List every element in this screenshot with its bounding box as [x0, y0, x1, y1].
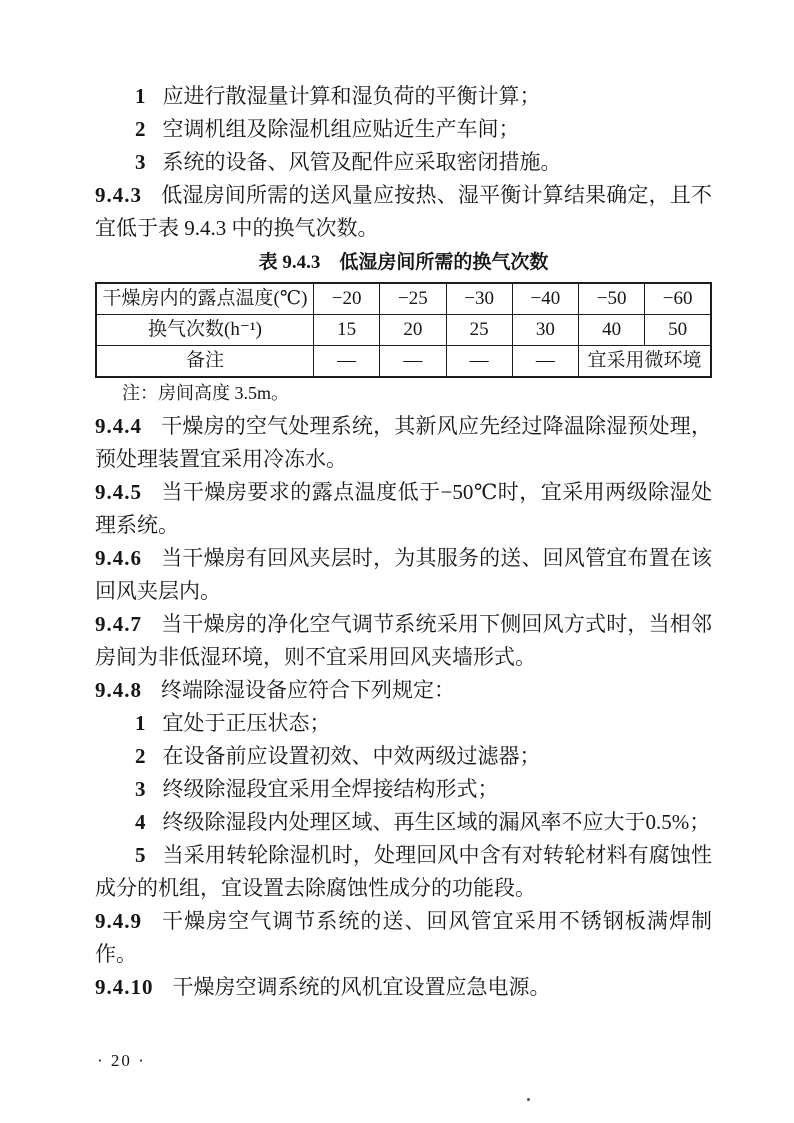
table-cell: −30	[446, 283, 512, 315]
list-item	[95, 839, 712, 905]
item-number: 2	[135, 117, 146, 141]
item-text: 终级除湿段宜采用全焊接结构形式；	[162, 777, 499, 801]
clause-number: 9.4.6	[95, 546, 142, 570]
row-label-ach: 换气次数(h⁻¹)	[96, 315, 314, 346]
item-number: 4	[135, 810, 146, 834]
table-9-4-3	[95, 282, 712, 378]
table-cell: —	[314, 346, 380, 378]
list-item	[95, 806, 712, 839]
item-number: 3	[135, 777, 146, 801]
item-number: 2	[135, 744, 146, 768]
item-text: 空调机组及除湿机组应贴近生产车间；	[162, 117, 520, 141]
clause-text: 当干燥房的净化空气调节系统采用下侧回风方式时，当相邻房间为非低湿环境，则不宜采用回风夹墙形式。	[95, 612, 712, 669]
list-item	[95, 707, 712, 740]
clause-9-4-5	[95, 476, 712, 542]
item-text: 应进行散湿量计算和湿负荷的平衡计算；	[162, 84, 541, 108]
table-cell-merged: 宜采用微环境	[579, 346, 712, 378]
scan-artifact-dot	[527, 1098, 530, 1101]
table-cell: −50	[579, 283, 645, 315]
clause-9-4-3	[95, 179, 712, 245]
table-cell: −60	[645, 283, 711, 315]
table-cell: —	[446, 346, 512, 378]
clause-9-4-7	[95, 608, 712, 674]
table-cell: 20	[380, 315, 446, 346]
clause-9-4-10	[95, 971, 712, 1004]
item-number: 5	[135, 843, 146, 867]
clause-9-4-6	[95, 542, 712, 608]
clause-text: 当干燥房要求的露点温度低于−50℃时，宜采用两级除湿处理系统。	[95, 480, 712, 537]
list-item	[95, 80, 712, 113]
clause-number: 9.4.7	[95, 612, 142, 636]
table-cell: —	[380, 346, 446, 378]
clause-9-4-8	[95, 674, 712, 707]
list-item	[95, 113, 712, 146]
clause-number: 9.4.5	[95, 480, 142, 504]
table-cell: 25	[446, 315, 512, 346]
item-text: 在设备前应设置初效、中效两级过滤器；	[162, 744, 541, 768]
table-cell: −20	[314, 283, 380, 315]
table-cell: 50	[645, 315, 711, 346]
row-label-dewpoint: 干燥房内的露点温度(℃)	[96, 283, 314, 315]
item-number: 3	[135, 150, 146, 174]
table-cell: 40	[579, 315, 645, 346]
table-cell: 30	[512, 315, 578, 346]
clause-number: 9.4.3	[95, 183, 142, 207]
list-item	[95, 740, 712, 773]
table-note: 注：房间高度 3.5m。	[122, 383, 290, 403]
item-text: 终级除湿段内处理区域、再生区域的漏风率不应大于0.5%；	[162, 810, 711, 834]
clause-text: 干燥房空气调节系统的送、回风管宜采用不锈钢板满焊制作。	[95, 909, 712, 966]
page-number: · 20 ·	[97, 1051, 146, 1070]
table-cell: −25	[380, 283, 446, 315]
clause-number: 9.4.9	[95, 909, 142, 933]
table-cell: −40	[512, 283, 578, 315]
clause-number: 9.4.4	[95, 414, 142, 438]
clause-text: 当干燥房有回风夹层时，为其服务的送、回风管宜布置在该回风夹层内。	[95, 546, 712, 603]
table-row-ach	[96, 315, 711, 346]
table-title: 表 9.4.3 低湿房间所需的换气次数	[258, 252, 549, 273]
item-text: 宜处于正压状态；	[162, 711, 331, 735]
item-text: 系统的设备、风管及配件应采取密闭措施。	[162, 150, 562, 174]
clause-text: 终端除湿设备应符合下列规定：	[161, 678, 455, 702]
table-row-dewpoint	[96, 283, 711, 315]
clause-9-4-4	[95, 410, 712, 476]
clause-number: 9.4.10	[95, 975, 154, 999]
clause-text: 干燥房的空气处理系统，其新风应先经过降温除湿预处理，预处理装置宜采用冷冻水。	[95, 414, 712, 471]
clause-9-4-9	[95, 905, 712, 971]
list-item	[95, 146, 712, 179]
table-cell: 15	[314, 315, 380, 346]
row-label-remark: 备注	[96, 346, 314, 378]
clause-text: 低湿房间所需的送风量应按热、湿平衡计算结果确定，且不宜低于表 9.4.3 中的换气次数。	[95, 183, 712, 240]
clause-text: 干燥房空调系统的风机宜设置应急电源。	[172, 975, 551, 999]
item-number: 1	[135, 711, 146, 735]
item-text: 当采用转轮除湿机时，处理回风中含有对转轮材料有腐蚀性成分的机组，宜设置去除腐蚀性成分的功能段。	[95, 843, 712, 900]
list-item	[95, 773, 712, 806]
table-cell: —	[512, 346, 578, 378]
item-number: 1	[135, 84, 146, 108]
table-row-remark	[96, 346, 711, 378]
clause-number: 9.4.8	[95, 678, 142, 702]
